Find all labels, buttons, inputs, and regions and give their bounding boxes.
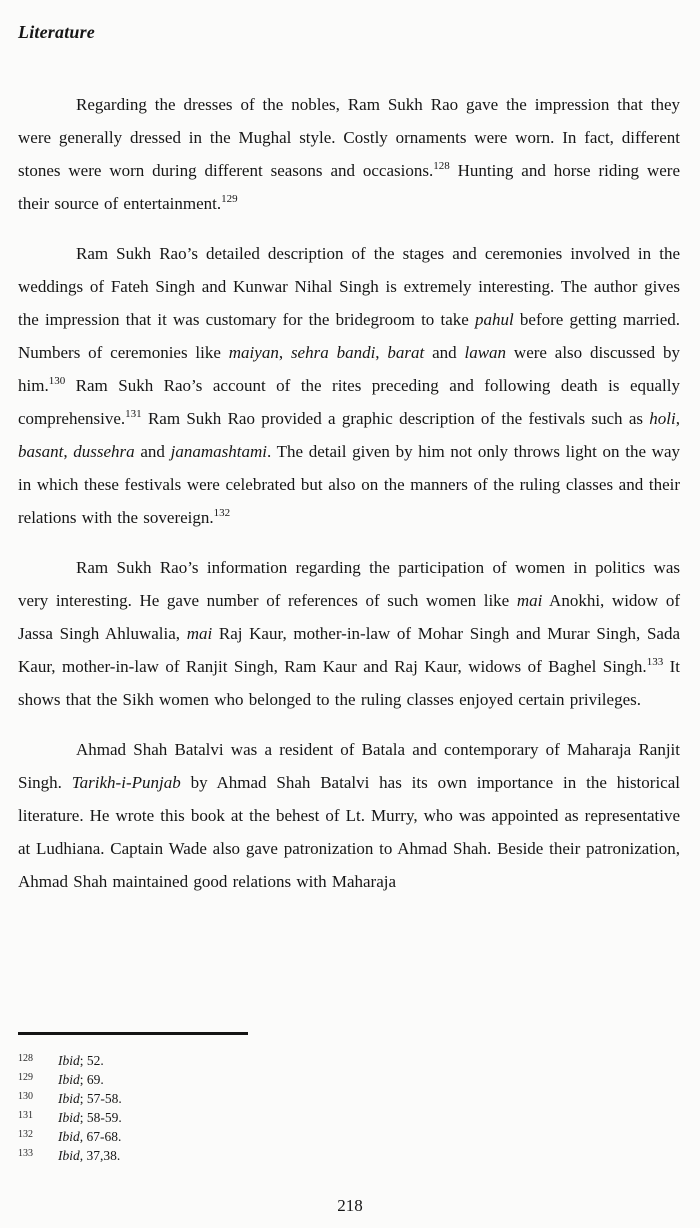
text-run: , 37,38. [79,1148,121,1163]
italic-term: janamashtami [170,442,267,461]
text-run: were also discussed by him. [18,343,681,395]
text-run: Ram Sukh Rao’s detailed description of the stages and ceremonies involved in the weddings of Fateh Singh and Kunwar Nihal Singh is extremely interesting. The author gives the impression that it was customary for the bridegroom to take [18,244,680,329]
text-run: Anokhi, widow of Jassa Singh Ahluwalia, [18,591,681,643]
footnote-list [18,1051,680,1165]
paragraph [18,237,680,534]
italic-term: mai [516,591,543,610]
text-run: , 67-68. [79,1129,122,1144]
italic-term: sehra bandi [290,343,376,362]
text-run: Raj Kaur, mother-in-law of Mohar Singh and Murar Singh, Sada Kaur, mother-in-law of Ranjit Singh, Ram Kaur and Raj Kaur, widows of Baghel Singh. [18,624,680,676]
italic-term: Ibid [58,1091,80,1106]
text-run: before getting married. Numbers of ceremonies like [18,310,680,362]
italic-term: pahul [474,310,514,329]
text-run: ; 58-59. [79,1110,122,1125]
footnote-marker: 132 [18,1129,33,1140]
footnote-marker: 128 [18,1053,33,1064]
text-run: , [375,343,388,362]
text-run: , [675,409,680,428]
text-run: ; 57-58. [79,1091,122,1106]
footnote-reference: 133 [646,656,664,668]
text-run: and [424,343,465,362]
footnote-text [58,1146,120,1165]
italic-term: maiyan [228,343,279,362]
footnote-reference: 129 [221,193,238,205]
text-run: ; 52. [79,1053,104,1068]
paragraph [18,88,680,220]
footnote-marker: 130 [18,1091,33,1102]
footnote-marker: 129 [18,1072,33,1083]
italic-term: Ibid [58,1129,80,1144]
text-run: , [63,442,74,461]
footnote-reference: 130 [48,375,66,387]
paragraphs [18,88,680,898]
italic-term: Tarikh-i-Punjab [71,773,181,792]
footnote-item [18,1146,680,1165]
italic-term: Ibid [58,1110,80,1125]
footnote-reference: 128 [433,160,450,172]
text-run: Ram Sukh Rao provided a graphic description of the festivals such as [141,409,650,428]
footnote-item [18,1108,680,1127]
italic-term: mai [186,624,213,643]
footnote-item [18,1089,680,1108]
text-run: It shows that the Sikh women who belonged to the ruling classes enjoyed certain privileges. [18,657,681,709]
italic-term: Ibid [58,1148,80,1163]
italic-term: holi [649,409,676,428]
italic-term: lawan [464,343,507,362]
italic-term: basant [18,442,64,461]
footnote-marker: 131 [18,1110,33,1121]
footnote-reference: 132 [213,507,231,519]
footnote-block [18,1020,680,1165]
text-run: Hunting and horse riding were their source of entertainment. [18,161,680,213]
footnote-text [58,1089,122,1108]
italic-term: Ibid [58,1053,80,1068]
footnote-text [58,1051,104,1070]
footnote-marker: 133 [18,1148,33,1159]
footnote-text [58,1070,104,1089]
text-run: Ahmad Shah Batalvi was a resident of Batala and contemporary of Maharaja Ranjit Singh. [18,740,680,792]
footnote-separator-rule [18,1032,248,1035]
italic-term: Ibid [58,1072,80,1087]
page-number: 218 [337,1196,363,1215]
footnote-item [18,1051,680,1070]
footnote-reference: 131 [125,408,142,420]
text-run: and [134,442,171,461]
text-run: Ram Sukh Rao’s information regarding the participation of women in politics was very interesting. He gave number of references of such women like [18,558,680,610]
text-run: . The detail given by him not only throws light on the way in which these festivals were celebrated but also on the manners of the ruling classes and their relations with the sovereign. [18,442,680,527]
italic-term: barat [387,343,425,362]
italic-term: dussehra [73,442,135,461]
text-run: ; 69. [79,1072,104,1087]
footnote-text [58,1127,121,1146]
paragraph [18,733,680,898]
text-run: Regarding the dresses of the nobles, Ram Sukh Rao gave the impression that they were generally dressed in the Mughal style. Costly ornaments were worn. In fact, different stones were worn during different seasons and occasions. [18,95,680,180]
footnote-text [58,1108,122,1127]
page-heading: Literature [18,22,95,42]
text-run: Ram Sukh Rao’s account of the rites preceding and following death is equally comprehensive. [18,376,680,428]
footnote-item [18,1127,680,1146]
text-run: by Ahmad Shah Batalvi has its own importance in the historical literature. He wrote this book at the behest of Lt. Murry, who was appointed as representative at Ludhiana. Captain Wade also gave patronization to Ahmad Shah. Beside their patronization, Ahmad Shah maintained good relations with Maharaja [18,773,680,891]
footnote-item [18,1070,680,1089]
paragraph [18,551,680,716]
text-run: , [278,343,291,362]
